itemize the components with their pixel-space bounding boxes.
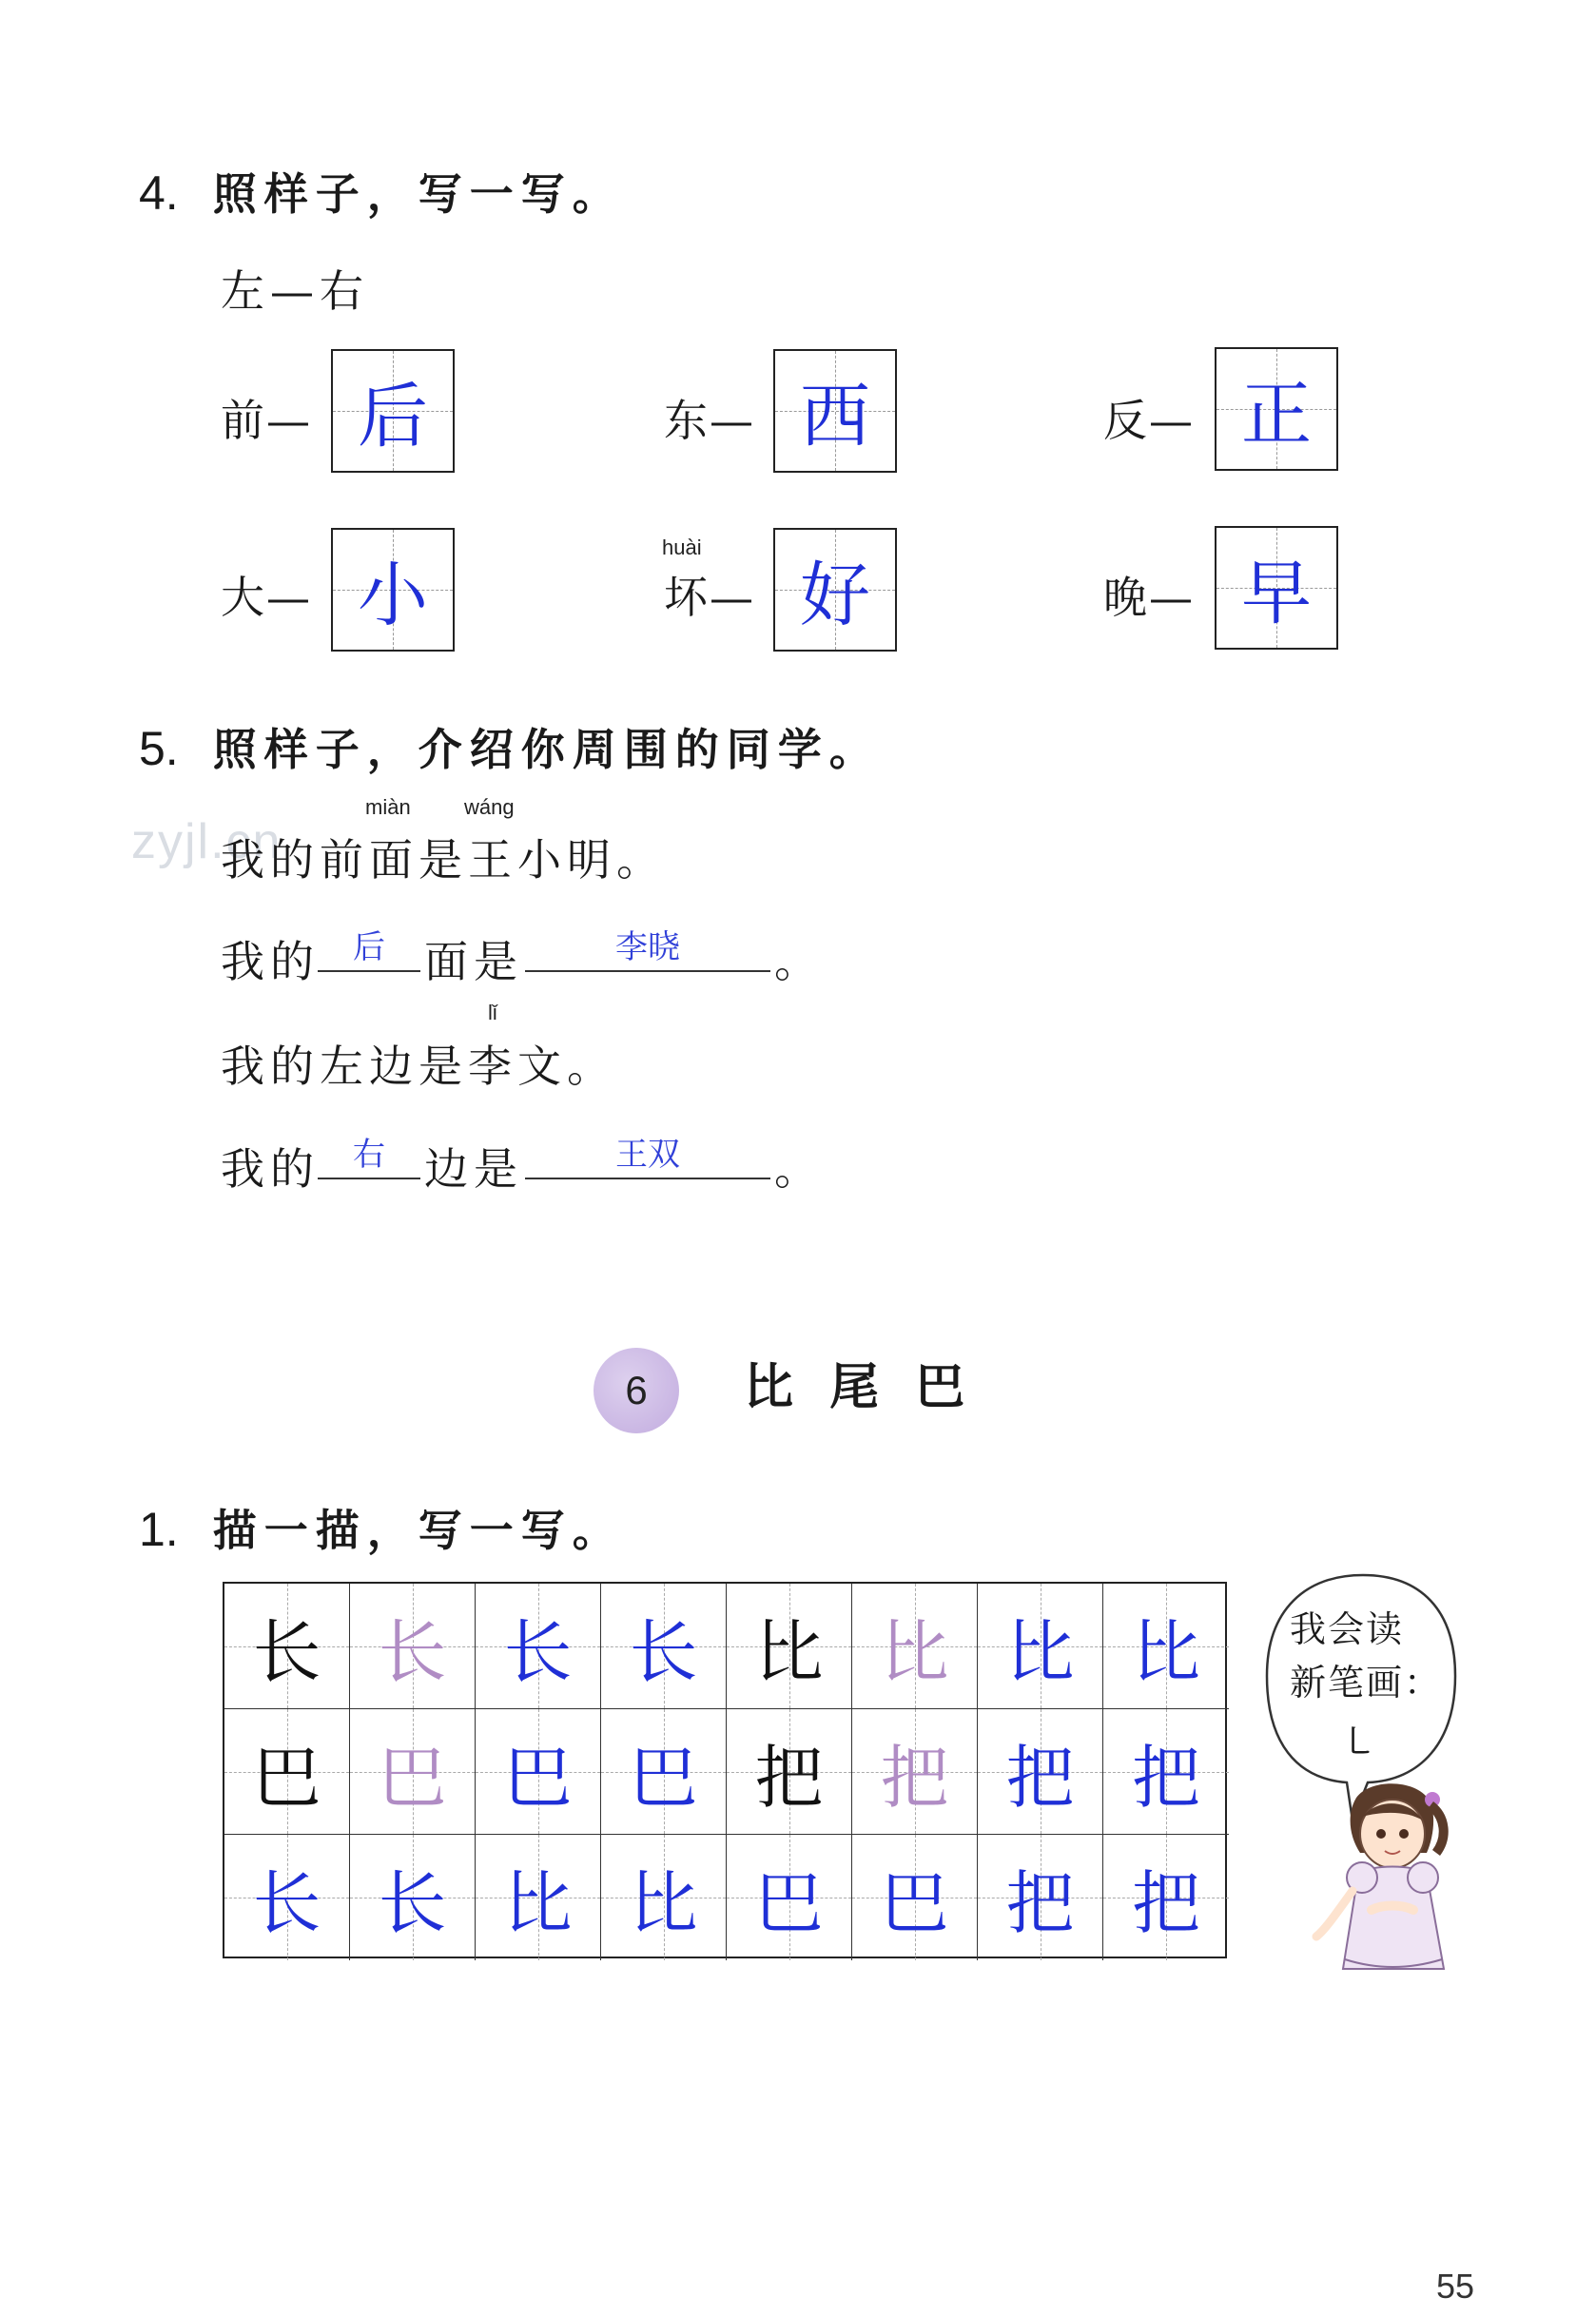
fill2-end: 。 [774, 1143, 824, 1195]
grid-character: 比 [629, 1863, 698, 1943]
pair-label: 坏— [664, 572, 755, 623]
fill2-blank2[interactable]: 王双 [525, 1132, 770, 1179]
grid-cell[interactable] [350, 1584, 476, 1709]
pinyin-mian: miàn [365, 795, 411, 819]
grid-cell[interactable] [852, 1709, 978, 1835]
grid-character: 长 [503, 1611, 573, 1692]
watermark: zyjl.cn [131, 814, 282, 869]
pair-label: 晚— [1103, 572, 1195, 623]
grid-cell[interactable] [1103, 1709, 1229, 1835]
grid-character: 把 [754, 1737, 824, 1818]
grid-cell[interactable] [852, 1835, 978, 1960]
grid-character: 把 [1005, 1863, 1075, 1943]
q4-title: 照样子，写一写。 [212, 168, 624, 220]
grid-cell[interactable] [476, 1584, 601, 1709]
grid-character: 长 [378, 1863, 447, 1943]
grid-cell[interactable] [350, 1835, 476, 1960]
q1-number: 1. [139, 1503, 179, 1556]
answer-box[interactable] [1215, 526, 1338, 650]
grid-cell[interactable] [1103, 1584, 1229, 1709]
fill1-end: 。 [774, 936, 824, 987]
answer-text: 后 [358, 376, 428, 458]
grid-cell[interactable] [727, 1584, 852, 1709]
pair-label: 东— [664, 395, 755, 446]
q5-example2: 我的左边是李文。 [221, 1041, 616, 1092]
q1-title: 描一描，写一写。 [212, 1505, 624, 1556]
grid-cell[interactable] [350, 1709, 476, 1835]
pair-label: 前— [221, 395, 312, 446]
fill1-mid: 面是 [424, 936, 523, 987]
grid-cell[interactable] [224, 1835, 350, 1960]
grid-character: 巴 [880, 1863, 949, 1943]
grid-cell[interactable] [476, 1835, 601, 1960]
q5-heading [139, 715, 881, 778]
lesson-number-badge [594, 1348, 679, 1433]
grid-character: 巴 [378, 1737, 447, 1818]
lesson-title: 比 尾 巴 [744, 1359, 975, 1416]
grid-cell[interactable] [224, 1709, 350, 1835]
grid-cell[interactable] [601, 1835, 727, 1960]
grid-character: 比 [1131, 1611, 1200, 1692]
grid-cell[interactable] [727, 1835, 852, 1960]
answer-box[interactable] [773, 349, 897, 473]
q4-number: 4. [139, 166, 179, 220]
grid-character: 长 [252, 1611, 321, 1692]
q5-title: 照样子，介绍你周围的同学。 [212, 724, 881, 775]
q5-example1: 我的前面是王小明。 [221, 834, 666, 886]
q4-example: 左—右 [221, 265, 369, 317]
grid-character: 比 [503, 1863, 573, 1943]
pair-label: 大— [221, 572, 312, 623]
grid-cell[interactable] [1103, 1835, 1229, 1960]
pinyin-wang: wáng [464, 795, 515, 819]
grid-cell[interactable] [601, 1709, 727, 1835]
grid-character: 把 [1131, 1737, 1200, 1818]
q1-heading [139, 1496, 624, 1559]
grid-cell[interactable] [224, 1584, 350, 1709]
fill1-blank2[interactable]: 李晓 [525, 925, 770, 972]
answer-box[interactable] [331, 528, 455, 652]
writing-grid [223, 1582, 1227, 1958]
grid-cell[interactable] [978, 1835, 1103, 1960]
answer-text: 小 [358, 555, 428, 636]
grid-character: 巴 [252, 1737, 321, 1818]
grid-character: 比 [1005, 1611, 1075, 1692]
pair-label: 反— [1103, 395, 1195, 446]
q4-heading [139, 160, 624, 223]
answer-text: 正 [1241, 374, 1312, 456]
grid-cell[interactable] [601, 1584, 727, 1709]
fill2-mid: 边是 [424, 1143, 523, 1195]
lesson-number: 6 [625, 1368, 648, 1412]
fill1-pre: 我的 [221, 936, 320, 987]
bubble-stroke: ㇄ [1339, 1721, 1377, 1764]
grid-character: 巴 [503, 1737, 573, 1818]
grid-character: 把 [1005, 1737, 1075, 1818]
grid-cell[interactable] [852, 1584, 978, 1709]
grid-character: 长 [378, 1611, 447, 1692]
grid-cell[interactable] [476, 1709, 601, 1835]
grid-character: 比 [880, 1611, 949, 1692]
grid-cell[interactable] [978, 1584, 1103, 1709]
grid-character: 把 [1131, 1863, 1200, 1943]
grid-character: 长 [629, 1611, 698, 1692]
answer-box[interactable] [331, 349, 455, 473]
grid-character: 巴 [629, 1737, 698, 1818]
answer-text: 西 [800, 376, 870, 458]
grid-character: 把 [880, 1737, 949, 1818]
fill1-blank1[interactable]: 后 [318, 925, 420, 972]
bubble-line1: 我会读 [1290, 1608, 1405, 1650]
answer-box[interactable] [773, 528, 897, 652]
pinyin-li: lǐ [488, 1001, 497, 1024]
answer-text: 早 [1241, 553, 1312, 634]
grid-character: 巴 [754, 1863, 824, 1943]
fill2-pre: 我的 [221, 1143, 320, 1195]
fill2-blank1[interactable]: 右 [318, 1132, 420, 1179]
grid-character: 长 [252, 1863, 321, 1943]
pinyin-huai: huài [662, 535, 702, 559]
bubble-line2: 新笔画： [1290, 1662, 1443, 1704]
grid-cell[interactable] [727, 1709, 852, 1835]
girl-illustration [1303, 1779, 1465, 1978]
grid-character: 比 [754, 1611, 824, 1692]
q5-number: 5. [139, 722, 179, 775]
answer-box[interactable] [1215, 347, 1338, 471]
grid-cell[interactable] [978, 1709, 1103, 1835]
answer-text: 好 [800, 555, 870, 636]
page-number: 55 [1436, 2267, 1475, 2306]
